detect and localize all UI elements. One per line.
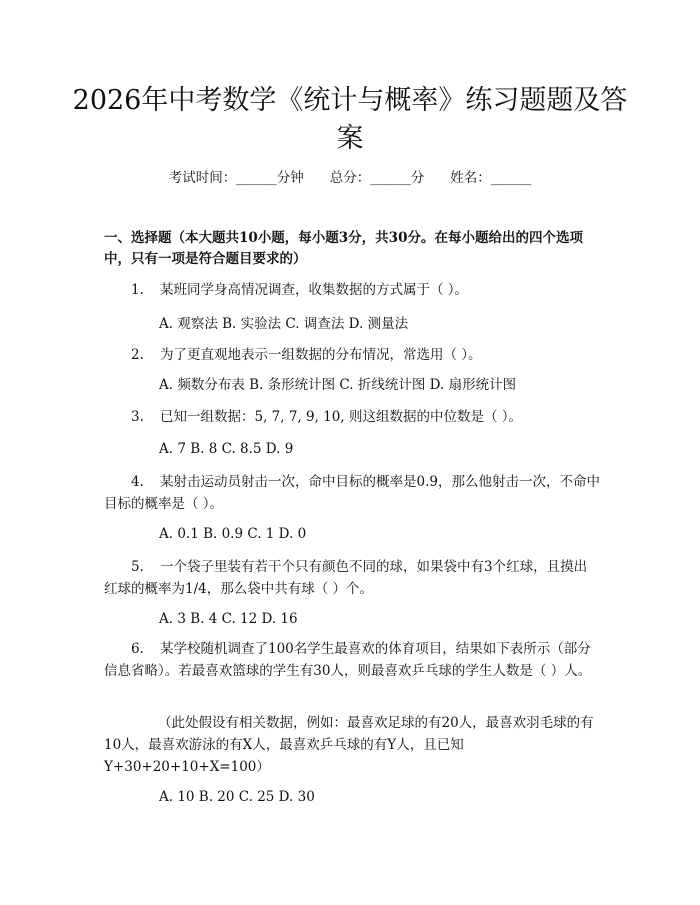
- question-6-note: （此处假设有相关数据，例如：最喜欢足球的有20人，最喜欢羽毛球的有10人，最喜欢游泳的有X人，最喜欢乒乓球的有Y人，且已知Y+30+20+10+X=100）: [104, 715, 594, 775]
- question-stem: 某班同学身高情况调查，收集数据的方式属于（ ）。: [160, 282, 469, 298]
- question-stem: 已知一组数据：5, 7, 7, 9, 10, 则这组数据的中位数是（ ）。: [160, 409, 522, 425]
- question-4-options: A. 0.1 B. 0.9 C. 1 D. 0: [159, 526, 307, 542]
- student-name-field: 姓名：______: [450, 170, 532, 186]
- question-2-options: A. 频数分布表 B. 条形统计图 C. 折线统计图 D. 扇形统计图: [159, 377, 517, 393]
- question-number: 4.: [131, 474, 144, 490]
- question-4: [104, 471, 600, 515]
- question-1-options: A. 观察法 B. 实验法 C. 调查法 D. 测量法: [159, 316, 409, 332]
- question-5: [104, 556, 600, 600]
- question-stem: 一个袋子里装有若干个只有颜色不同的球，如果袋中有3个红球，且摸出红球的概率为1/4，那么袋中共有球（ ）个。: [104, 559, 588, 597]
- question-stem: 某学校随机调查了100名学生最喜欢的体育项目，结果如下表所示（部分信息省略）。若最喜欢篮球的学生有30人，则最喜欢乒乓球的学生人数是（ ）人。: [104, 641, 592, 679]
- question-3: [104, 406, 600, 428]
- question-number: 2.: [131, 347, 144, 363]
- question-5-options: A. 3 B. 4 C. 12 D. 16: [159, 611, 298, 627]
- total-score-field: 总分：______分: [329, 170, 425, 186]
- question-2: [104, 344, 600, 366]
- question-1: [104, 279, 600, 301]
- question-number: 5.: [131, 559, 144, 575]
- question-number: 3.: [131, 409, 144, 425]
- exam-time-field: 考试时间：______分钟: [168, 170, 304, 186]
- question-3-options: A. 7 B. 8 C. 8.5 D. 9: [159, 441, 294, 457]
- question-number: 6.: [131, 641, 144, 657]
- question-stem: 为了更直观地表示一组数据的分布情况，常选用（ ）。: [160, 347, 482, 363]
- document-title: 2026年中考数学《统计与概率》练习题题及答案: [72, 85, 628, 154]
- section-heading-multiple-choice: 一、选择题（本大题共10小题，每小题3分，共30分。在每小题给出的四个选项中，只有一项是符合题目要求的）: [104, 230, 583, 267]
- question-6: [104, 638, 600, 682]
- question-number: 1.: [131, 282, 144, 298]
- question-6-options: A. 10 B. 20 C. 25 D. 30: [159, 789, 315, 805]
- exam-info-line: [0, 168, 700, 188]
- question-stem: 某射击运动员射击一次，命中目标的概率是0.9，那么他射击一次，不命中目标的概率是（ ）。: [104, 474, 600, 512]
